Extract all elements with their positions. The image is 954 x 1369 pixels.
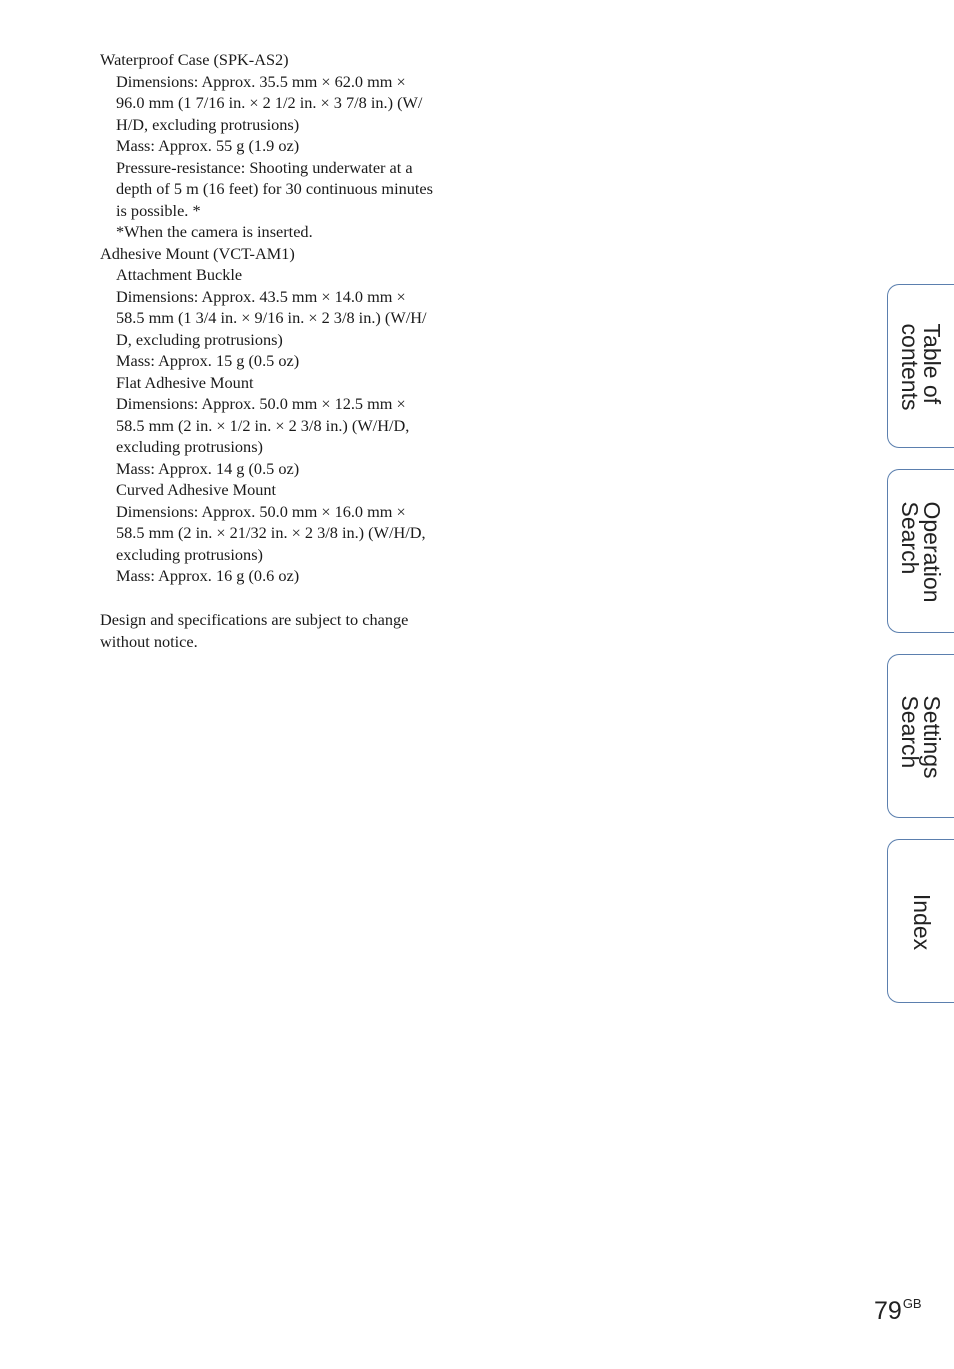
tab-label-line: Index (909, 893, 935, 951)
tab-index-label (911, 894, 933, 950)
tab-index[interactable] (887, 839, 954, 1003)
tab-table-of-contents-label (899, 324, 943, 411)
notice-line: Design and specifications are subject to change (100, 610, 409, 629)
buckle-mass: Mass: Approx. 15 g (0.5 oz) (116, 351, 300, 370)
case-title: Waterproof Case (SPK-AS2) (100, 50, 289, 69)
flat-mount-dimensions-line: excluding protrusions) (116, 437, 263, 456)
tab-label-line: Search (897, 501, 923, 575)
curved-mount-mass: Mass: Approx. 16 g (0.6 oz) (116, 566, 300, 585)
case-mass: Mass: Approx. 55 g (1.9 oz) (116, 136, 300, 155)
tab-settings-search-label (899, 695, 943, 778)
case-pressure-line: is possible. * (116, 200, 201, 220)
tab-label-line: Table of (919, 323, 945, 405)
curved-mount-dimensions-line: 58.5 mm (2 in. × 21/32 in. × 2 3/8 in.) (W/H/D, (116, 523, 426, 542)
page-number-suffix: GB (902, 1296, 922, 1311)
case-pressure-line: depth of 5 m (16 feet) for 30 continuous minutes (116, 179, 433, 198)
curved-mount-dimensions-line: Dimensions: Approx. 50.0 mm × 16.0 mm × (116, 501, 406, 521)
curved-mount-dimensions-line: excluding protrusions) (116, 544, 263, 564)
tab-label-line: Operation (919, 501, 945, 603)
flat-mount-mass: Mass: Approx. 14 g (0.5 oz) (116, 458, 300, 478)
flat-mount-dimensions-line: Dimensions: Approx. 50.0 mm × 12.5 mm × (116, 394, 406, 413)
spec-text-block (100, 49, 470, 652)
curved-mount-title: Curved Adhesive Mount (116, 480, 277, 499)
flat-mount-dimensions-line: 58.5 mm (2 in. × 1/2 in. × 2 3/8 in.) (W/H/D, (116, 415, 410, 435)
tab-operation-search[interactable] (887, 469, 954, 633)
buckle-dimensions-line: D, excluding protrusions) (116, 329, 283, 349)
case-dimensions-line: Dimensions: Approx. 35.5 mm × 62.0 mm × (116, 71, 406, 91)
tab-table-of-contents[interactable] (887, 284, 954, 448)
page-number-value: 79 (874, 1297, 902, 1325)
tab-label-line: Search (897, 695, 923, 769)
buckle-dimensions-line: 58.5 mm (1 3/4 in. × 9/16 in. × 2 3/8 in.) (W/H/ (116, 308, 427, 327)
tab-settings-search[interactable] (887, 654, 954, 818)
case-pressure-line: Pressure-resistance: Shooting underwater at a (116, 157, 413, 177)
notice-line: without notice. (100, 631, 198, 651)
flat-mount-title: Flat Adhesive Mount (116, 372, 254, 392)
tab-label-line: contents (897, 323, 923, 411)
page-number (874, 1289, 922, 1326)
case-footnote: *When the camera is inserted. (116, 222, 313, 241)
case-dimensions-line: 96.0 mm (1 7/16 in. × 2 1/2 in. × 3 7/8 in.) (W/ (116, 93, 423, 112)
buckle-title: Attachment Buckle (116, 265, 243, 284)
buckle-dimensions-line: Dimensions: Approx. 43.5 mm × 14.0 mm × (116, 286, 406, 306)
tab-label-line: Settings (919, 695, 945, 779)
mount-title: Adhesive Mount (VCT-AM1) (100, 243, 295, 263)
paragraph-gap (100, 587, 470, 610)
tab-operation-search-label (899, 501, 943, 602)
case-dimensions-line: H/D, excluding protrusions) (116, 114, 300, 134)
